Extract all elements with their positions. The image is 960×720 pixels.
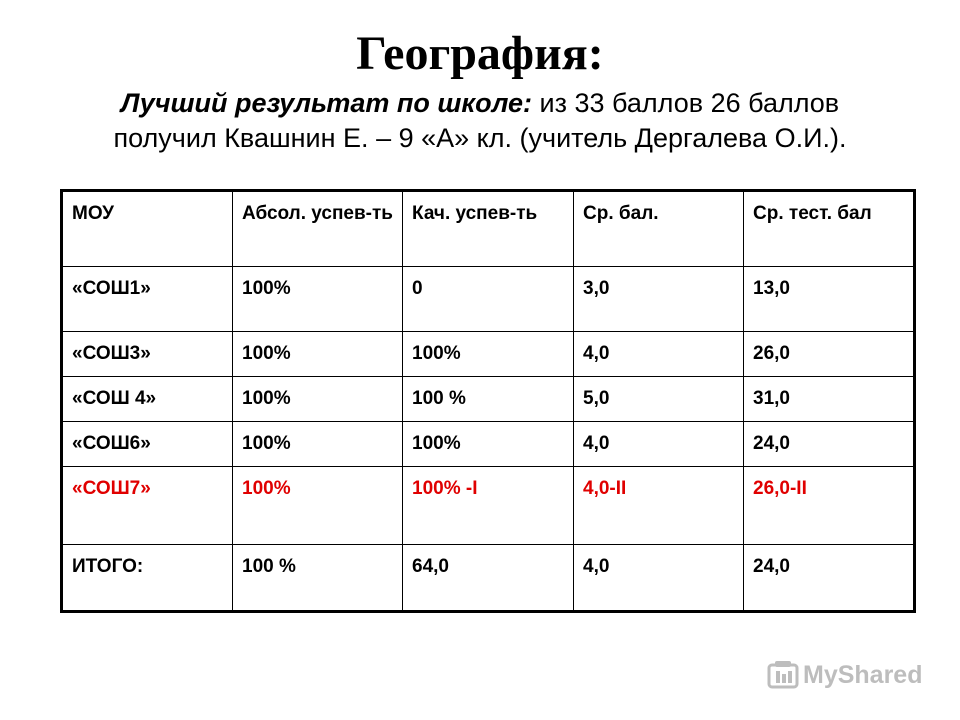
table-cell: 100% [233,267,403,332]
table-cell: «СОШ1» [62,267,233,332]
mysh-logo-icon [767,659,799,691]
results-table [60,189,916,613]
watermark [767,655,927,695]
table-row-highlight [62,467,915,545]
table-cell: 13,0 [744,267,915,332]
table-cell: 24,0 [744,545,915,612]
table-cell: 4,0 [574,332,744,377]
subtitle [0,86,960,156]
table-row [62,267,915,332]
table-cell: 100% [233,422,403,467]
table-row-total [62,545,915,612]
table-cell: «СОШ7» [62,467,233,545]
table-cell: 100% [233,467,403,545]
table-cell: 100 % [403,377,574,422]
table-cell: 5,0 [574,377,744,422]
header-cell-mou: МОУ [62,191,233,267]
subtitle-line-1 [0,86,960,121]
table-cell: 64,0 [403,545,574,612]
subtitle-line-2: получил Квашнин Е. – 9 «А» кл. (учитель Дергалева О.И.). [113,123,847,153]
table-cell: 0 [403,267,574,332]
header-cell-avg-score: Ср. бал. [574,191,744,267]
table-cell: 100% [403,422,574,467]
table-cell: ИТОГО: [62,545,233,612]
table-cell: 24,0 [744,422,915,467]
watermark-text: MyShared [803,660,923,689]
header-cell-quality: Кач. успев-ть [403,191,574,267]
table-cell: 4,0 [574,422,744,467]
table-cell: 100% [233,377,403,422]
table-cell: 4,0-II [574,467,744,545]
table-cell: 100 % [233,545,403,612]
header-cell-abs: Абсол. успев-ть [233,191,403,267]
header-cell-avg-test-score: Ср. тест. бал [744,191,915,267]
table-row [62,422,915,467]
table-cell: «СОШ3» [62,332,233,377]
table-cell: 26,0-II [744,467,915,545]
table-cell: 100% [233,332,403,377]
table-row [62,332,915,377]
subtitle-line1-rest: из 33 баллов 26 баллов [532,88,840,118]
table-cell: 100% [403,332,574,377]
table-cell: «СОШ 4» [62,377,233,422]
table-cell: 26,0 [744,332,915,377]
subtitle-lead: Лучший результат по школе: [120,88,533,118]
table-row [62,377,915,422]
table-cell: 100% -I [403,467,574,545]
table-cell: 3,0 [574,267,744,332]
table-header-row [62,191,915,267]
table-cell: 31,0 [744,377,915,422]
page-title: География: [356,27,604,80]
table-cell: «СОШ6» [62,422,233,467]
table-cell: 4,0 [574,545,744,612]
